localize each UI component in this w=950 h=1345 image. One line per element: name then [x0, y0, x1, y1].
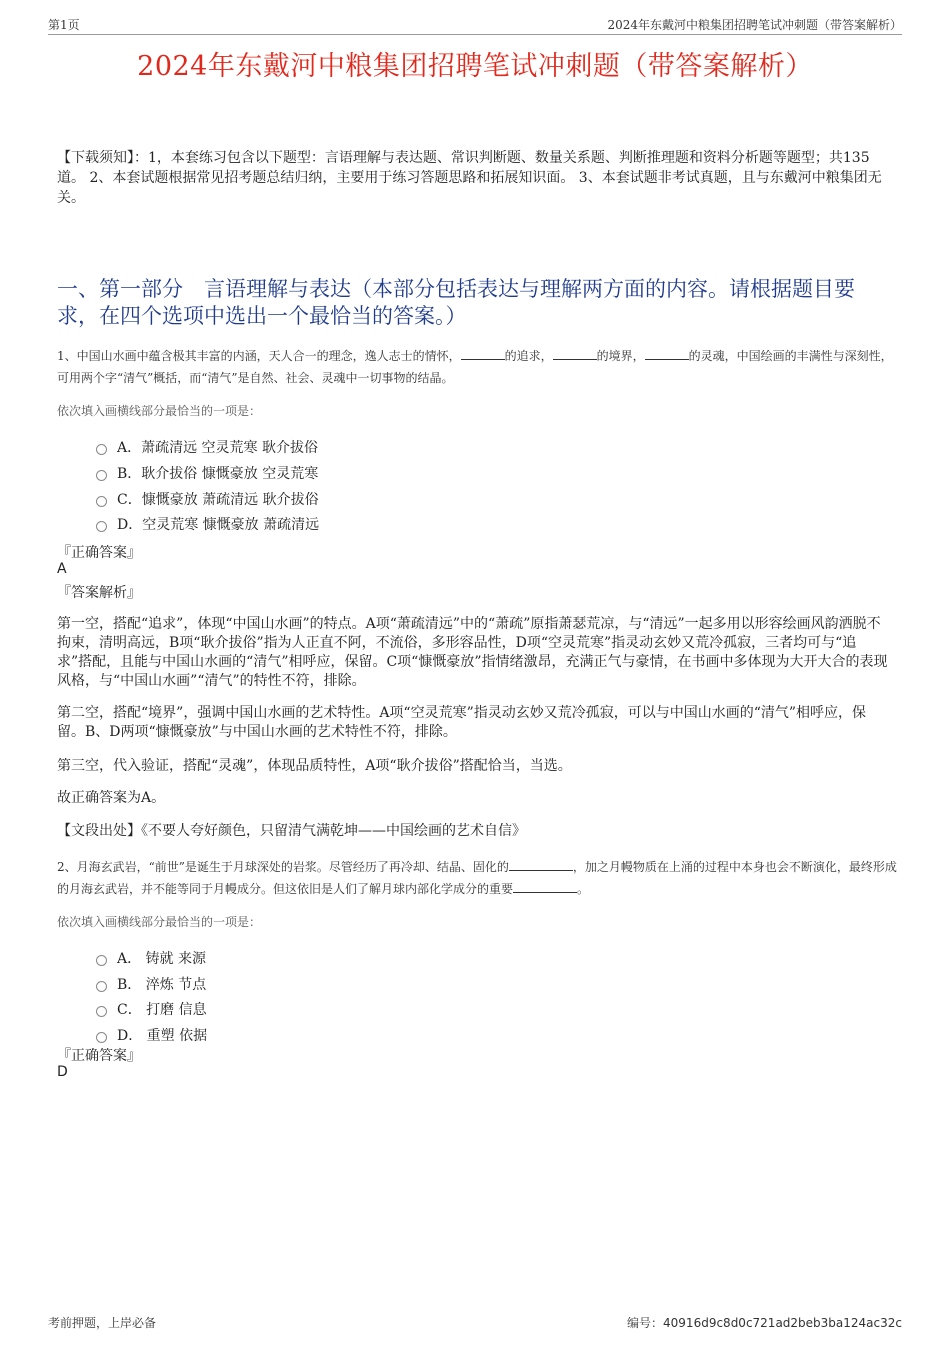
q1-answer-label: 『正确答案』	[57, 545, 141, 561]
q2-option-b[interactable]: B． 淬炼 节点	[96, 974, 206, 994]
q2-answer: D	[57, 1064, 68, 1080]
q1-analysis-para-3: 第三空，代入验证，搭配“灵魂”，体现品质特性，A项“耿介拔俗”搭配恰当，当选。	[57, 758, 572, 774]
q2-option-c[interactable]: C． 打磨 信息	[96, 999, 207, 1019]
radio-icon[interactable]	[96, 521, 107, 532]
q1-option-b[interactable]: B．耿介拔俗 慷慨豪放 空灵荒寒	[96, 463, 318, 483]
radio-icon[interactable]	[96, 1032, 107, 1043]
q1-analysis-para-2: 第二空，搭配“境界”，强调中国山水画的艺术特性。A项“空灵荒寒”指灵动玄妙又荒冷孤寂，可以与中国山水画的“清气”相呼应，保留。B、D两项“慷慨豪放”与中国山水画的艺术特性不符，排除。	[57, 705, 867, 740]
footer-slogan: 考前押题，上岸必备	[48, 1316, 157, 1330]
blank-5	[513, 880, 577, 893]
q1-analysis-label: 『答案解析』	[57, 585, 141, 601]
blank-4	[509, 858, 573, 871]
page-number: 第1页	[48, 18, 80, 32]
header-doc-title: 2024年东戴河中粮集团招聘笔试冲刺题（带答案解析）	[607, 18, 902, 32]
q2-option-a[interactable]: A． 铸就 来源	[96, 948, 206, 968]
blank-1	[461, 347, 505, 360]
radio-icon[interactable]	[96, 955, 107, 966]
q1-answer: A	[57, 561, 67, 577]
document-code: 编号：40916d9c8d0c721ad2beb3ba124ac32c	[627, 1316, 902, 1330]
question-1-stem: 1、中国山水画中蕴含极其丰富的内涵，天人合一的理念，逸人志士的情怀， 的追求， 的境界， 的灵魂，中国绘画的丰满性与深刻性，可用两个字“清气”概括，而“清气”是自然、社会、灵魂中一切事物的结晶。	[57, 349, 893, 385]
document-title: 2024年东戴河中粮集团招聘笔试冲刺题（带答案解析）	[137, 51, 813, 82]
radio-icon[interactable]	[96, 470, 107, 481]
radio-icon[interactable]	[96, 444, 107, 455]
q1-analysis-para-1: 第一空，搭配“追求”，体现“中国山水画”的特点。A项“萧疏清远”中的“萧疏”原指萧瑟荒凉，与“清远”一起多用以形容绘画风韵洒脱不拘束，清明高远，B项“耿介拔俗”指为人正直不阿，不流俗，多形容品性，D项“空灵荒寒”指灵动玄妙又荒冷孤寂，三者均可与“追求”搭配，且能与中国山水画的“清气”相呼应，保留。C项“慷慨豪放”指情绪激昂，充满正气与豪情，在书画中多体现为大开大合的表现风格，与“中国山水画”“清气”的特性不符，排除。	[57, 616, 888, 689]
q2-answer-label: 『正确答案』	[57, 1048, 141, 1064]
blank-3	[645, 347, 689, 360]
q1-option-a[interactable]: A．萧疏清远 空灵荒寒 耿介拔俗	[96, 437, 318, 457]
q1-analysis-para-4: 故正确答案为A。	[57, 790, 166, 806]
download-notice: 【下载须知】：1，本套练习包含以下题型：言语理解与表达题、常识判断题、数量关系题、判断推理题和资料分析题等题型；共135道。 2、本套试题根据常见招考题总结归纳，主要用于练习答题思路和拓展知识面。 3、本套试题非考试真题，且与东戴河中粮集团无关。	[57, 150, 882, 206]
q2-option-d[interactable]: D． 重塑 依据	[96, 1025, 207, 1045]
q1-option-c[interactable]: C．慷慨豪放 萧疏清远 耿介拔俗	[96, 489, 319, 509]
page-header	[48, 14, 902, 35]
q1-option-d[interactable]: D．空灵荒寒 慷慨豪放 萧疏清远	[96, 514, 319, 534]
section-title: 一、第一部分 言语理解与表达（本部分包括表达与理解两方面的内容。请根据题目要求，在四个选项中选出一个最恰当的答案。）	[57, 277, 855, 328]
q1-source: 【文段出处】《不要人夸好颜色，只留清气满乾坤——中国绘画的艺术自信》	[57, 823, 526, 839]
question-1-prompt: 依次填入画横线部分最恰当的一项是：	[57, 404, 262, 418]
radio-icon[interactable]	[96, 1006, 107, 1017]
question-2-stem: 2、月海玄武岩，“前世”是诞生于月球深处的岩浆。尽管经历了再冷却、结晶、固化的 ，加之月幔物质在上涌的过程中本身也会不断演化，最终形成的月海玄武岩，并不能等同于月幔成分。但这依旧是人们了解月球内部化学成分的重要 。	[57, 860, 897, 896]
radio-icon[interactable]	[96, 496, 107, 507]
question-2-prompt: 依次填入画横线部分最恰当的一项是：	[57, 915, 262, 929]
radio-icon[interactable]	[96, 981, 107, 992]
blank-2	[553, 347, 597, 360]
